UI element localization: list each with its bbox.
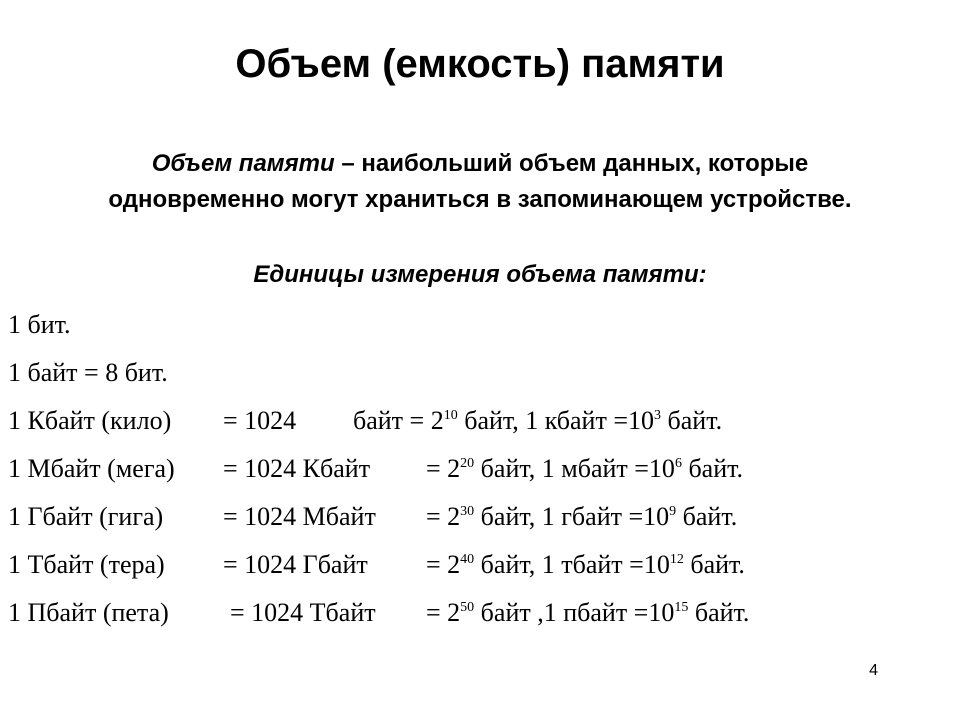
binary-exponent: 30	[460, 504, 475, 519]
definition-line-2: одновременно могут храниться в запоминающем устройстве.	[108, 186, 852, 213]
decimal-exponent: 6	[674, 456, 682, 471]
expr-part: байт.	[676, 502, 738, 531]
definition-text-1: – наибольший объем данных, которые	[334, 150, 809, 177]
expr-part: байт, 1 тбайт =10	[474, 550, 670, 579]
unit-power-expression	[426, 548, 745, 582]
unit-power-expression	[426, 596, 749, 630]
binary-exponent: 20	[460, 456, 475, 471]
unit-power-expression	[426, 452, 743, 486]
slide-title: Объем (емкость) памяти	[235, 42, 725, 86]
decimal-exponent: 15	[674, 600, 689, 615]
expr-part: байт, 1 кбайт =10	[457, 406, 655, 435]
unit-name: 1 Тбайт (тера)	[8, 550, 165, 579]
unit-equals: = 1024 Тбайт	[230, 598, 376, 627]
expr-part: байт.	[683, 550, 745, 579]
expr-part: = 2	[426, 502, 461, 531]
unit-row-kilobyte	[8, 404, 948, 452]
unit-row-petabyte	[8, 596, 948, 644]
unit-line: 1 бит.	[8, 310, 71, 339]
units-heading: Единицы измерения объема памяти:	[253, 261, 707, 288]
expr-part: байт.	[681, 454, 744, 483]
unit-equals: = 1024 Мбайт	[223, 502, 376, 531]
expr-part: = 2	[426, 550, 461, 579]
unit-name: 1 Кбайт (кило)	[8, 406, 172, 435]
expr-part: = 2	[426, 598, 461, 627]
expr-part: байт, 1 гбайт =10	[474, 502, 670, 531]
unit-power-expression	[426, 500, 737, 534]
expr-part: байт = 2	[353, 406, 444, 435]
page-number: 4	[869, 662, 878, 679]
expr-part: байт.	[688, 598, 750, 627]
expr-part: = 2	[426, 454, 461, 483]
expr-part: байт ,1 пбайт =10	[474, 598, 675, 627]
definition-line-1	[0, 146, 960, 182]
decimal-exponent: 9	[669, 504, 677, 519]
expr-part: байт, 1 мбайт =10	[474, 454, 675, 483]
unit-row-gigabyte	[8, 500, 948, 548]
unit-power-expression	[353, 404, 722, 438]
decimal-exponent: 12	[669, 552, 684, 567]
unit-row-byte	[8, 356, 948, 404]
units-list	[8, 308, 948, 644]
unit-name: 1 Мбайт (мега)	[8, 454, 175, 483]
unit-row-terabyte	[8, 548, 948, 596]
binary-exponent: 10	[443, 408, 458, 423]
unit-equals: = 1024	[223, 406, 297, 435]
binary-exponent: 50	[460, 600, 475, 615]
unit-equals: = 1024 Кбайт	[223, 454, 371, 483]
decimal-exponent: 3	[654, 408, 662, 423]
expr-part: байт.	[661, 406, 723, 435]
definition-block	[0, 146, 960, 218]
definition-term: Объем памяти	[151, 150, 335, 177]
unit-name: 1 Пбайт (пета)	[8, 598, 169, 627]
unit-row-megabyte	[8, 452, 948, 500]
unit-row-bit	[8, 308, 948, 356]
binary-exponent: 40	[460, 552, 475, 567]
unit-name: 1 Гбайт (гига)	[8, 502, 164, 531]
unit-line: 1 байт = 8 бит.	[8, 358, 168, 387]
unit-equals: = 1024 Гбайт	[223, 550, 368, 579]
